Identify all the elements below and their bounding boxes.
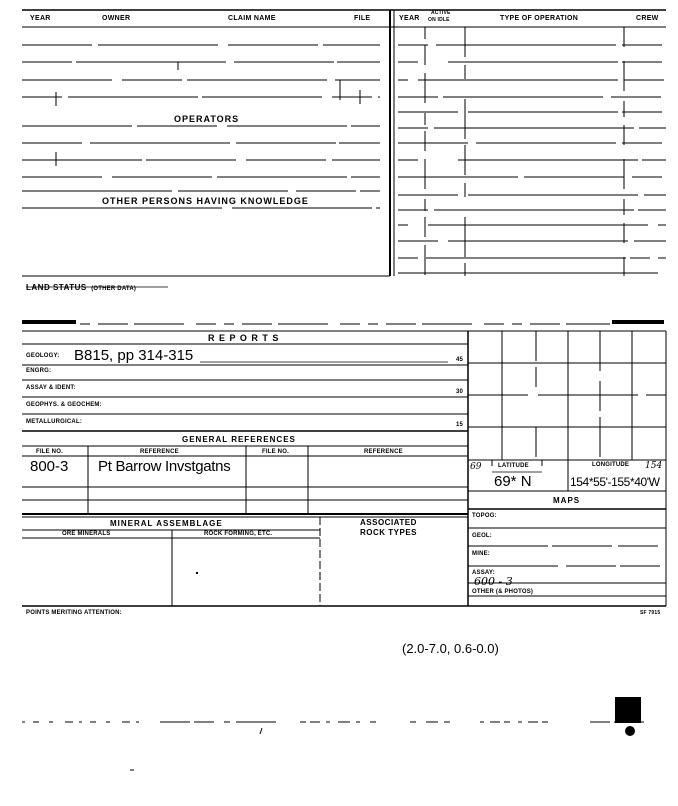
maps-title: MAPS [553,496,581,505]
header-claim-name: CLAIM NAME [228,15,276,22]
file-no-header-1: FILE NO. [36,449,63,455]
form-number: SF 7915 [640,610,661,616]
operators-label: OPERATORS [174,114,240,124]
file-no-header-2: FILE NO. [262,449,289,455]
header-active: ACTIVE [431,10,451,16]
other-photos-label: OTHER (& PHOTOS) [472,589,534,595]
maps-assay-label: ASSAY: [472,570,495,576]
reference-header-2: REFERENCE [364,449,403,455]
geophys-label: GEOPHYS. & GEOCHEM: [26,402,102,408]
geol-label: GEOL: [472,533,492,539]
longitude-prefix: 154 [645,461,663,471]
scale-15: 15 [456,422,464,428]
metallurgical-label: METALLURGICAL: [26,419,83,425]
reference-header-1: REFERENCE [140,449,179,455]
header-crew: CREW [636,15,659,22]
land-status [26,277,136,295]
header-year-right: YEAR [399,15,420,22]
latitude-prefix: 69 [470,462,482,472]
reference-file-no-value: 800-3 [30,458,69,475]
rock-types-label: ROCK TYPES [360,528,418,537]
latitude-value: 69* N [494,473,532,490]
coordinates-note: (2.0-7.0, 0.6-0.0) [402,641,499,656]
header-owner: OWNER [102,15,131,22]
land-status-label: LAND STATUS [26,283,87,292]
scale-30: 30 [456,389,464,395]
rock-forming-header: ROCK FORMING, ETC. [204,531,273,537]
geology-value: B815, pp 314-315 [74,347,194,364]
reference-value: Pt Barrow Invstgatns [98,458,231,475]
header-type-of-operation: TYPE OF OPERATION [500,15,579,22]
header-file: FILE [354,15,371,22]
points-meriting-attention: POINTS MERITING ATTENTION: [26,610,122,616]
general-references-title: GENERAL REFERENCES [182,435,296,444]
longitude-label: LONGITUDE [592,462,630,468]
reports-title: R E P O R T S [208,333,280,343]
header-on-idle: ON IDLE [428,17,450,23]
maps-assay-value: 600 - 3 [474,575,513,588]
mineral-assemblage-title: MINERAL ASSEMBLAGE [110,519,223,528]
scale-45: 45 [456,357,464,363]
latitude-label: LATITUDE [498,463,529,469]
engrg-label: ENGRG: [26,368,52,374]
longitude-value: 154*55'-155*40'W [570,475,660,489]
associated-label: ASSOCIATED [360,518,417,527]
header-year: YEAR [30,15,51,22]
topog-label: TOPOG: [472,513,497,519]
assay-ident-label: ASSAY & IDENT: [26,385,76,391]
other-persons-label: OTHER PERSONS HAVING KNOWLEDGE [102,196,309,206]
ore-minerals-header: ORE MINERALS [62,531,111,537]
land-status-sub: (OTHER DATA) [91,286,137,292]
geology-label: GEOLOGY: [26,353,60,359]
mine-label: MINE: [472,551,490,557]
